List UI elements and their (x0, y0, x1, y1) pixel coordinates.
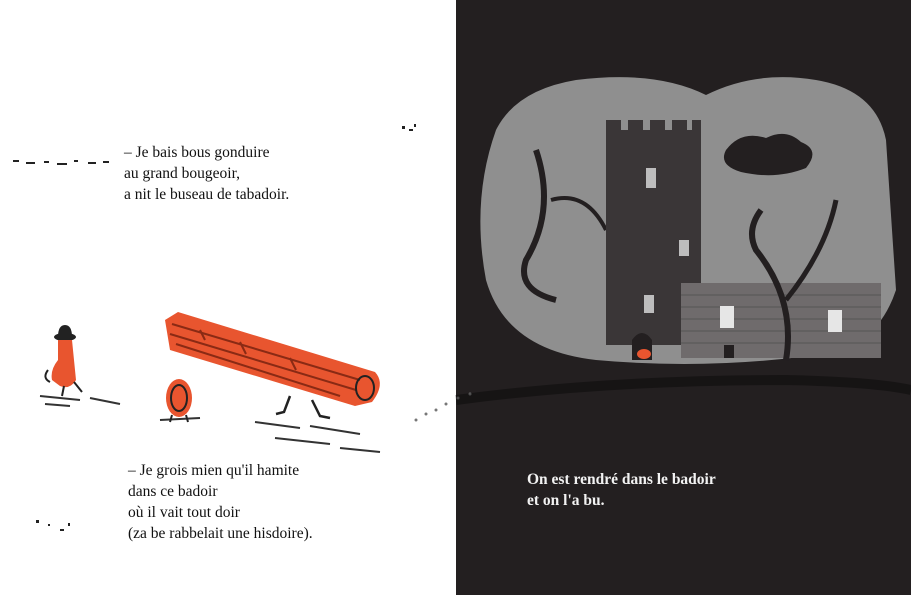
narration-text (527, 469, 716, 511)
round-figure (166, 379, 192, 422)
top-dialogue (124, 142, 289, 205)
top-dialogue-line: au grand bougeoir, (124, 165, 241, 182)
long-figure (165, 312, 380, 418)
bottom-dialogue-line: – Je grois mien qu'il hamite (128, 462, 300, 479)
bottom-dialogue-line: (za be rabbelait une hisdoire). (128, 525, 313, 542)
top-dialogue-line: – Je bais bous gonduire (124, 144, 270, 161)
right-page (456, 0, 911, 595)
bottom-dialogue (128, 460, 313, 544)
bottom-dialogue-line: dans ce badoir (128, 483, 218, 500)
characters-illustration (0, 300, 456, 460)
narration-line: et on l'a bu. (527, 492, 605, 509)
narration-line: On est rendré dans le badoir (527, 471, 716, 488)
bottom-dialogue-line: où il vait tout doir (128, 504, 240, 521)
hatted-figure (45, 325, 82, 396)
top-dialogue-line: a nit le buseau de tabadoir. (124, 186, 290, 203)
